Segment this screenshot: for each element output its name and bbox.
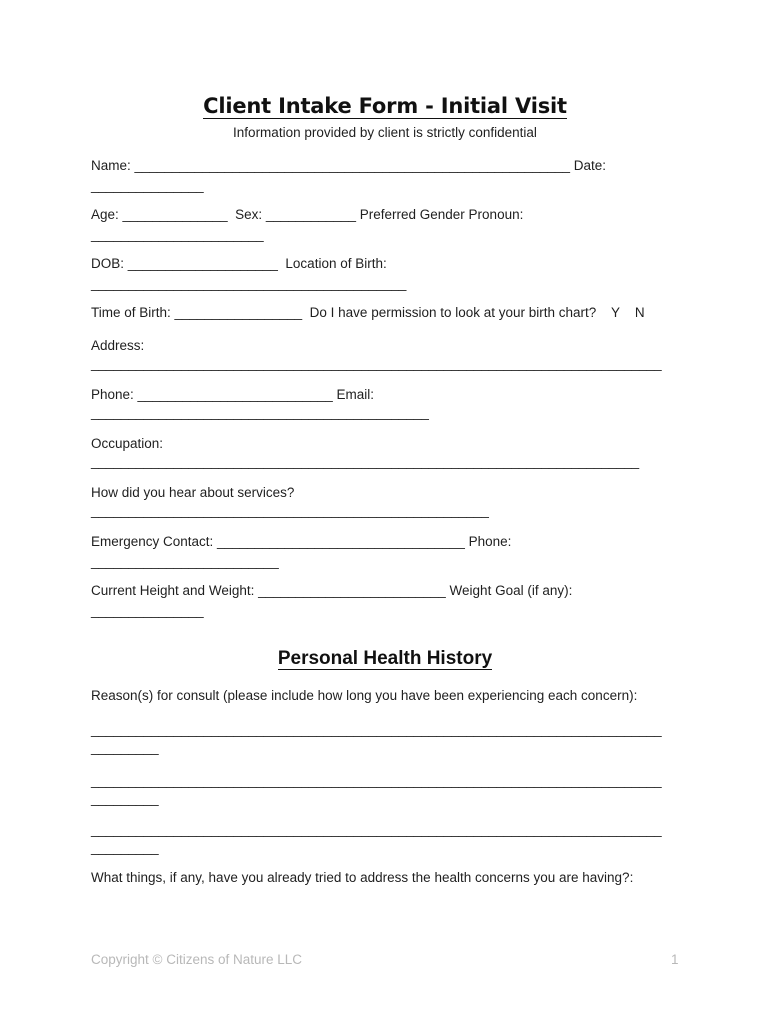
dob-field-label[interactable]: DOB: ____________________ Location of Birth: — [91, 256, 387, 271]
address-field-blank[interactable]: ____________________________________________________________________________ — [91, 356, 662, 371]
referral-field-blank[interactable]: _____________________________________________________ — [91, 503, 489, 518]
occupation-field-blank[interactable]: _________________________________________________________________________ — [91, 454, 640, 469]
birth-location-blank[interactable]: __________________________________________ — [91, 276, 407, 291]
name-field-label[interactable]: Name: __________________________________________________________ Date: — [91, 158, 606, 173]
age-sex-field-label[interactable]: Age: ______________ Sex: ____________ Preferred Gender Pronoun: — [91, 207, 524, 222]
reason-line-3[interactable]: ____________________________________________________________________________ — [91, 822, 662, 837]
health-history-heading-text: Personal Health History — [277, 648, 493, 669]
reason-line-2-cont[interactable]: _________ — [91, 791, 159, 806]
copyright-footer: Copyright © Citizens of Nature LLC — [91, 952, 303, 967]
reason-line-2[interactable]: ____________________________________________________________________________ — [91, 773, 662, 788]
date-field-blank[interactable]: _______________ — [91, 178, 204, 193]
reason-line-1-cont[interactable]: _________ — [91, 740, 159, 755]
phone-email-field-label[interactable]: Phone: __________________________ Email: — [91, 387, 375, 402]
page-number: 1 — [671, 952, 679, 967]
occupation-field-label: Occupation: — [91, 436, 164, 451]
referral-field-label: How did you hear about services? — [91, 485, 295, 500]
reason-line-1[interactable]: ____________________________________________________________________________ — [91, 722, 662, 737]
height-weight-field-label[interactable]: Current Height and Weight: _________________________ Weight Goal (if any): — [91, 583, 573, 598]
reason-line-3-cont[interactable]: _________ — [91, 840, 159, 855]
health-history-heading — [0, 648, 770, 670]
emergency-contact-field-label[interactable]: Emergency Contact: _________________________________ Phone: — [91, 534, 512, 549]
form-subtitle: Information provided by client is strictly confidential — [233, 125, 537, 140]
reasons-prompt: Reason(s) for consult (please include how long you have been experiencing each concern): — [91, 688, 638, 703]
form-title — [0, 94, 770, 118]
weight-goal-blank[interactable]: _______________ — [91, 603, 204, 618]
address-field-label: Address: — [91, 338, 145, 353]
tried-prompt: What things, if any, have you already tried to address the health concerns you are having?: — [91, 870, 634, 885]
pronoun-field-blank[interactable]: _______________________ — [91, 227, 264, 242]
emergency-phone-blank[interactable]: _________________________ — [91, 554, 279, 569]
email-field-blank[interactable]: _____________________________________________ — [91, 405, 429, 420]
time-of-birth-field[interactable]: Time of Birth: _________________ Do I have permission to look at your birth chart? Y N — [91, 305, 645, 320]
form-title-text: Client Intake Form - Initial Visit — [203, 94, 567, 118]
